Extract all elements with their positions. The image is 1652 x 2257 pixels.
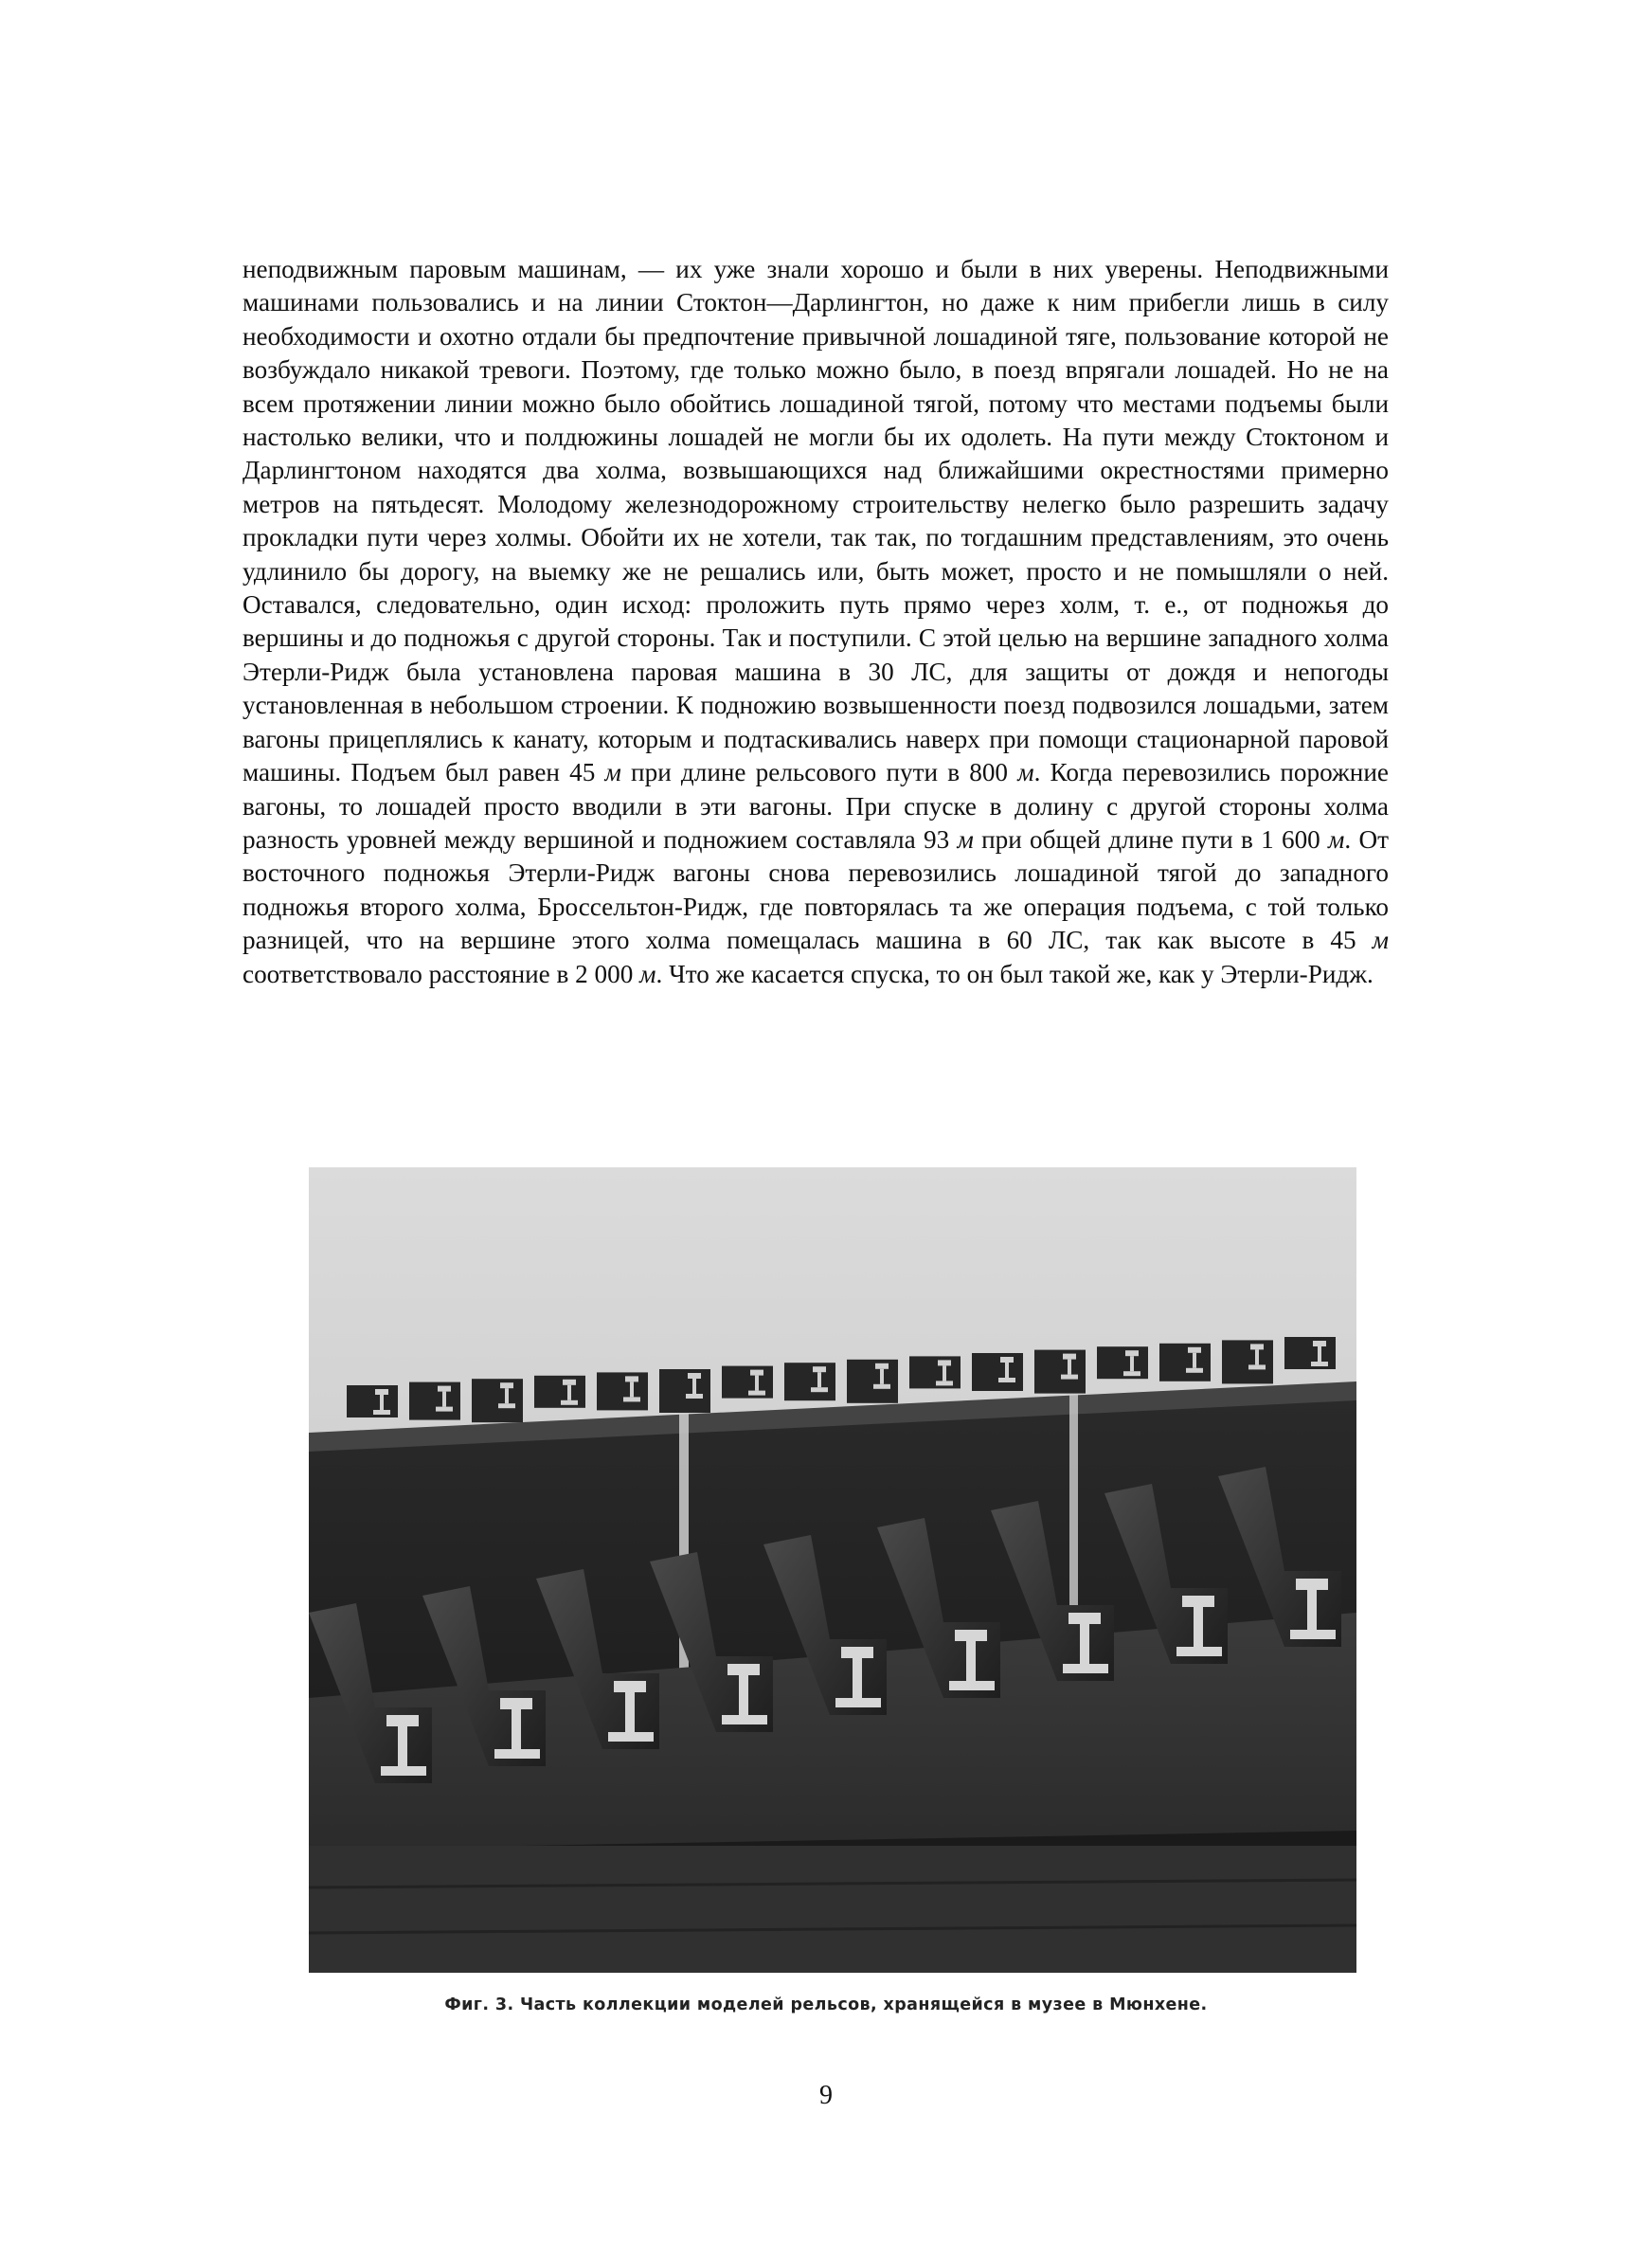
rail-model-top [909, 1356, 961, 1388]
rail-model-top [722, 1366, 773, 1399]
rail-model-top [847, 1360, 898, 1403]
rail-model-top [347, 1385, 398, 1417]
body-paragraph: неподвижным паровым машинам, — их уже знали хорошо и были в них уверены. Неподвижными машинами пользовались и на линии Стоктон—Дарлингтон, но даже к ним прибегли лишь в силу необходимости и охотно отдали бы предпочтение привычной лошадиной тяге, пользование которой не возбуждало никакой тревоги. Поэтому, где только можно было, в поезд впрягали лошадей. Но не на всем протяжении линии можно было обойтись лошадиной тягой, потому что местами подъемы были настолько велики, что и полдюжины лошадей не могли бы их одолеть. На пути между Стоктоном и Дарлингтоном находятся два холма, возвышающихся над ближайшими окрестностями примерно метров на пятьдесят. Молодому железнодорожному строительству нелегко было разрешить задачу прокладки пути через холмы. Обойти их не хотели, так так, по тогдашним представлениям, это очень удлинило бы дорогу, на выемку же не решались или, быть может, просто и не помышляли о ней. Оставался, следовательно, один исход: проложить путь прямо через холм, т. е., от подножья до вершины и до подножья с другой стороны. Так и поступили. С этой целью на вершине западного холма Этерли-Ридж была установлена паровая машина в 30 ЛС, для защиты от дождя и непогоды установленная в небольшом строении. К подножию возвышенности поезд подвозился лошадьми, затем вагоны прицеплялись к канату, которым и подтаскивались наверх при помощи стационарной паровой машины. Подъем был равен 45 м при длине рельсового пути в 800 м. Когда перевозились порожние вагоны, то лошадей просто вводили в эти вагоны. При спуске в долину с другой стороны холма разность уровней между вершиной и подножием составляла 93 м при общей длине пути в 1 600 м. От восточного подножья Этерли-Ридж вагоны снова перевозились лошадиной тягой до западного подножья второго холма, Броссельтон-Ридж, где повторялась та же операция подъема, с той только разницей, что на вершине этого холма помещалась машина в 60 ЛС, так как высоте в 45 м соответствовало расстояние в 2 000 м. Что же касается спуска, то он был такой же, как у Этерли-Ридж. [242, 255, 1389, 988]
rail-model-top [1284, 1337, 1336, 1369]
rail-model-top [1222, 1340, 1273, 1383]
rail-model-top [1159, 1344, 1211, 1381]
rail-model-top [1097, 1346, 1148, 1379]
rail-model-top [472, 1379, 523, 1422]
rail-model-top [659, 1369, 710, 1413]
figure-caption: Фиг. 3. Часть коллекции моделей рельсов, хранящейся в музее в Мюнхене. [444, 1995, 1208, 2014]
page-number: 9 [819, 2081, 833, 2110]
rail-model-top [597, 1372, 648, 1410]
rail-model-top [972, 1353, 1023, 1391]
figure-rail-collection-photo [309, 1167, 1356, 1973]
rail-model-top [534, 1376, 585, 1408]
photo-illustration [309, 1167, 1356, 1973]
rail-model-top [409, 1382, 460, 1420]
rail-model-top [784, 1363, 835, 1400]
rail-model-top [1034, 1350, 1086, 1394]
